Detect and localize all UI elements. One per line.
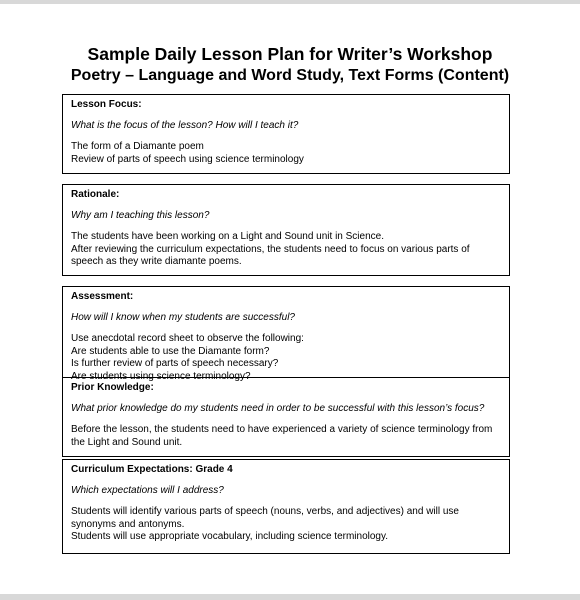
document-subtitle: Poetry – Language and Word Study, Text Forms (Content) xyxy=(70,67,510,84)
section-heading: Rationale: xyxy=(71,189,120,200)
section-heading: Curriculum Expectations: Grade 4 xyxy=(71,464,233,475)
section-line: Use anecdotal record sheet to observe the following: xyxy=(71,333,304,344)
section-line: After reviewing the curriculum expectations, the students need to focus on various parts of speech as they write diamante poems. xyxy=(71,243,470,267)
section-line: Students will use appropriate vocabulary, including science terminology. xyxy=(71,531,389,542)
prior-knowledge-section xyxy=(62,377,510,457)
section-question: Why am I teaching this lesson? xyxy=(71,209,210,221)
bottom-border-strip xyxy=(0,594,580,600)
section-line: Is further review of parts of speech necessary? xyxy=(71,358,279,369)
section-question: How will I know when my students are successful? xyxy=(71,311,295,323)
curriculum-expectations-section xyxy=(62,459,510,554)
section-heading: Prior Knowledge: xyxy=(71,382,154,393)
section-question: What is the focus of the lesson? How will I teach it? xyxy=(71,119,299,131)
section-heading: Assessment: xyxy=(71,291,134,302)
assessment-section xyxy=(62,286,510,382)
section-line: The students have been working on a Light and Sound unit in Science. xyxy=(71,231,384,242)
section-line: Before the lesson, the students need to have experienced a variety of science terminology from the Light and Sound unit. xyxy=(71,424,493,448)
rationale-section xyxy=(62,184,510,276)
section-heading: Lesson Focus: xyxy=(71,99,142,110)
section-line: Are students using science terminology? xyxy=(71,370,251,382)
section-line: Are students able to use the Diamante form? xyxy=(71,345,270,357)
document-title: Sample Daily Lesson Plan for Writer’s Workshop xyxy=(87,44,493,64)
lesson-focus-section xyxy=(62,94,510,174)
section-question: What prior knowledge do my students need in order to be successful with this lesson’s focus? xyxy=(71,402,485,414)
section-line: The form of a Diamante poem xyxy=(71,141,204,152)
section-question: Which expectations will I address? xyxy=(71,484,224,496)
section-line: Review of parts of speech using science terminology xyxy=(71,153,304,165)
section-line: Students will identify various parts of speech (nouns, verbs, and adjectives) and will use synonyms and antonyms. xyxy=(71,506,459,530)
